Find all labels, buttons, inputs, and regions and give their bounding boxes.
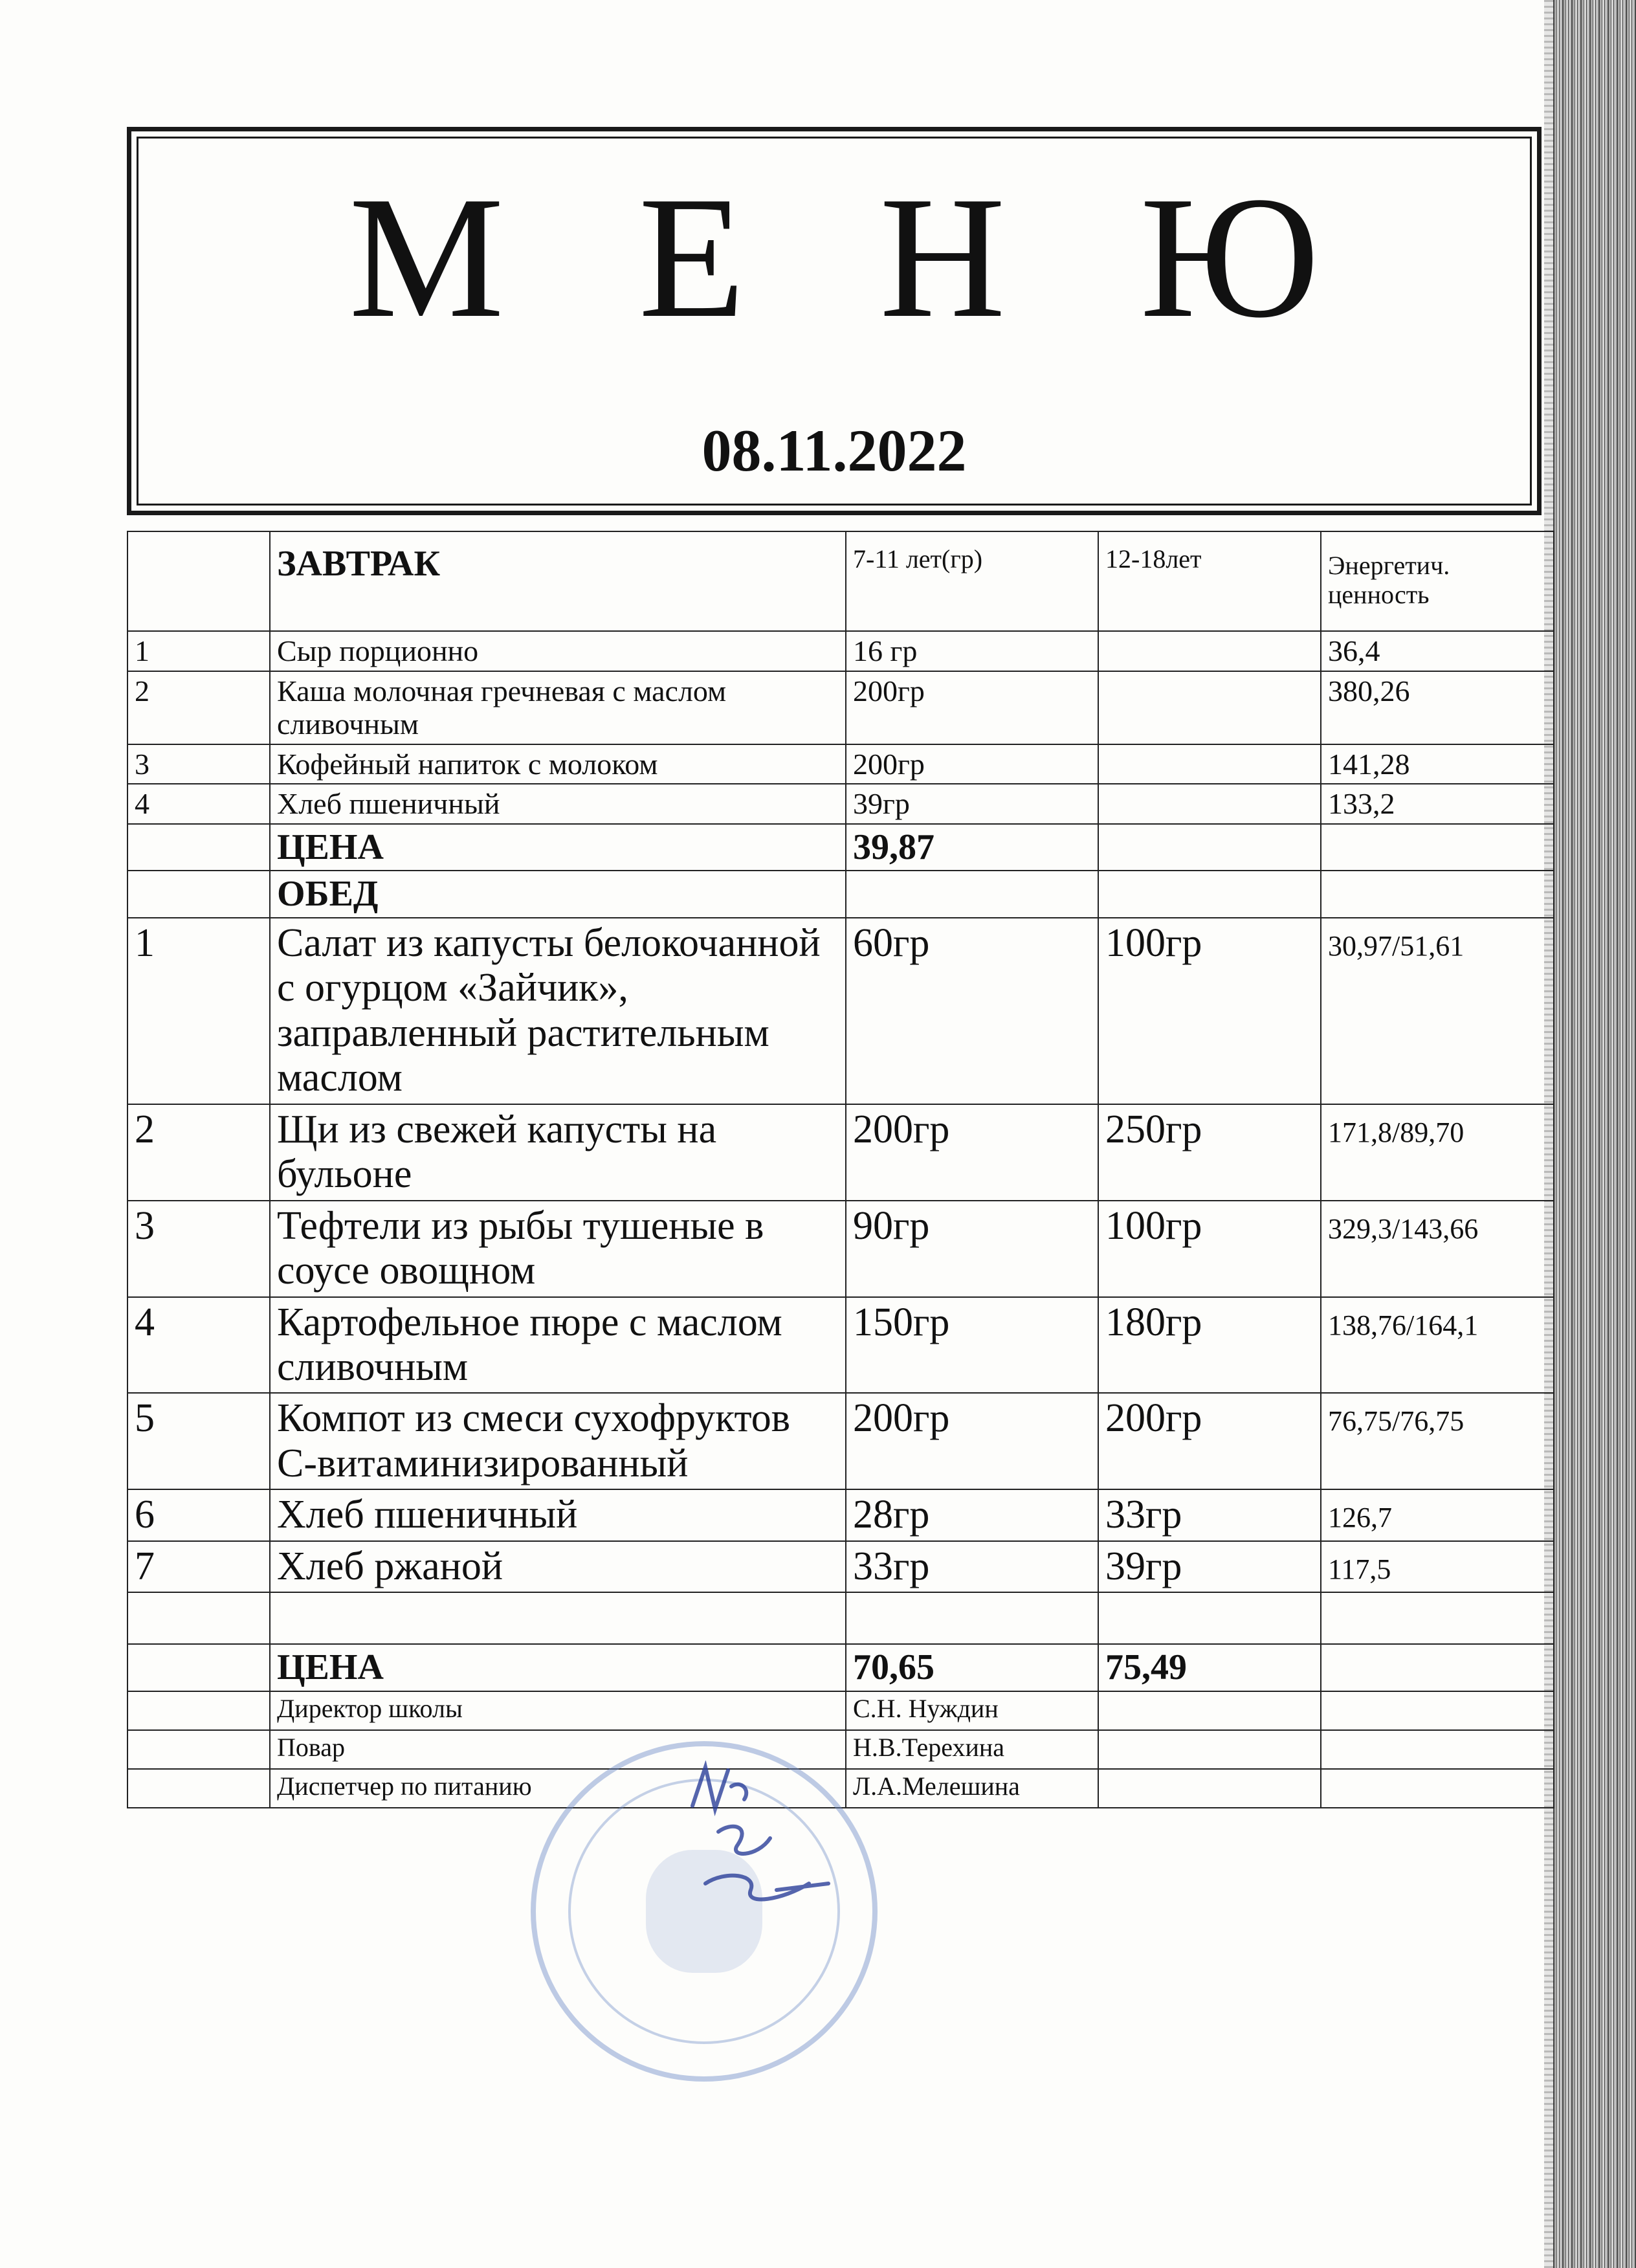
lunch-section-title: ОБЕД — [270, 871, 846, 918]
signature-row — [127, 1691, 1554, 1730]
portion-12-18: 100гр — [1098, 1201, 1321, 1297]
energy-value: 138,76/164,1 — [1321, 1297, 1554, 1394]
portion-7-11: 200гр — [846, 1393, 1098, 1489]
price-7-11: 39,87 — [846, 824, 1098, 871]
signature-role: Повар — [270, 1730, 846, 1769]
energy-value: 141,28 — [1321, 744, 1554, 784]
breakfast-row — [127, 744, 1554, 784]
dish-name: Каша молочная гречневая с маслом сливочным — [270, 671, 846, 744]
cell-empty — [1098, 1592, 1321, 1644]
energy-value: 36,4 — [1321, 631, 1554, 671]
portion-12-18 — [1098, 784, 1321, 824]
cell-empty — [1321, 1769, 1554, 1808]
dish-name: Тефтели из рыбы тушеные в соусе овощном — [270, 1201, 846, 1297]
cell-empty — [846, 1592, 1098, 1644]
lunch-row — [127, 1541, 1554, 1592]
portion-7-11: 90гр — [846, 1201, 1098, 1297]
cell-empty — [846, 871, 1098, 918]
portion-12-18: 39гр — [1098, 1541, 1321, 1592]
signature-name: Л.А.Мелешина — [846, 1769, 1098, 1808]
cell-empty — [127, 1592, 270, 1644]
menu-date: 08.11.2022 — [702, 417, 967, 484]
row-number: 4 — [127, 784, 270, 824]
dish-name: Сыр порционно — [270, 631, 846, 671]
breakfast-row — [127, 631, 1554, 671]
energy-value: 171,8/89,70 — [1321, 1104, 1554, 1201]
portion-12-18: 33гр — [1098, 1489, 1321, 1540]
portion-7-11: 28гр — [846, 1489, 1098, 1540]
cell-empty — [270, 1592, 846, 1644]
cell-empty — [127, 1769, 270, 1808]
dish-name: Картофельное пюре с маслом сливочным — [270, 1297, 846, 1394]
column-header-12-18: 12-18лет — [1098, 531, 1321, 631]
portion-7-11: 200гр — [846, 744, 1098, 784]
price-label: ЦЕНА — [270, 824, 846, 871]
row-number: 7 — [127, 1541, 270, 1592]
lunch-header-row — [127, 871, 1554, 918]
breakfast-section-title: ЗАВТРАК — [270, 531, 846, 631]
portion-12-18 — [1098, 631, 1321, 671]
row-number: 4 — [127, 1297, 270, 1394]
lunch-row — [127, 1297, 1554, 1394]
portion-12-18: 180гр — [1098, 1297, 1321, 1394]
breakfast-header-row — [127, 531, 1554, 631]
energy-value: 380,26 — [1321, 671, 1554, 744]
portion-7-11: 200гр — [846, 1104, 1098, 1201]
cell-empty — [1098, 1691, 1321, 1730]
empty-row — [127, 1592, 1554, 1644]
energy-value: 126,7 — [1321, 1489, 1554, 1540]
page-title: М Е Н Ю — [349, 161, 1365, 354]
signature-role: Директор школы — [270, 1691, 846, 1730]
cell-empty — [127, 1644, 270, 1691]
portion-7-11: 33гр — [846, 1541, 1098, 1592]
signature-name: Н.В.Терехина — [846, 1730, 1098, 1769]
lunch-price-row — [127, 1644, 1554, 1691]
row-number: 1 — [127, 631, 270, 671]
row-number: 3 — [127, 744, 270, 784]
portion-12-18 — [1098, 744, 1321, 784]
dish-name: Хлеб ржаной — [270, 1541, 846, 1592]
lunch-row — [127, 1201, 1554, 1297]
price-12-18 — [1098, 824, 1321, 871]
dish-name: Компот из смеси сухофруктов С-витаминизированный — [270, 1393, 846, 1489]
row-number: 6 — [127, 1489, 270, 1540]
cell-empty — [127, 1691, 270, 1730]
lunch-row — [127, 918, 1554, 1104]
menu-table — [127, 531, 1554, 1808]
portion-12-18: 200гр — [1098, 1393, 1321, 1489]
cell-empty — [1321, 824, 1554, 871]
energy-value: 76,75/76,75 — [1321, 1393, 1554, 1489]
cell-empty — [1098, 871, 1321, 918]
portion-12-18: 250гр — [1098, 1104, 1321, 1201]
breakfast-price-row — [127, 824, 1554, 871]
cell-empty — [1098, 1730, 1321, 1769]
price-7-11: 70,65 — [846, 1644, 1098, 1691]
energy-value: 30,97/51,61 — [1321, 918, 1554, 1104]
row-number: 2 — [127, 1104, 270, 1201]
cell-empty — [1098, 1769, 1321, 1808]
dish-name: Щи из свежей капусты на бульоне — [270, 1104, 846, 1201]
handwritten-signature — [680, 1761, 848, 1955]
column-header-7-11: 7-11 лет(гр) — [846, 531, 1098, 631]
dish-name: Хлеб пшеничный — [270, 1489, 846, 1540]
dish-name: Салат из капусты белокочанной с огурцом «Зайчик», заправленный растительным маслом — [270, 918, 846, 1104]
row-number: 5 — [127, 1393, 270, 1489]
cell-empty — [127, 871, 270, 918]
portion-7-11: 200гр — [846, 671, 1098, 744]
cell-empty — [1321, 1592, 1554, 1644]
cell-empty — [1321, 1730, 1554, 1769]
portion-7-11: 150гр — [846, 1297, 1098, 1394]
cell-empty — [127, 824, 270, 871]
cell-empty — [127, 531, 270, 631]
breakfast-row — [127, 784, 1554, 824]
lunch-row — [127, 1489, 1554, 1540]
row-number: 1 — [127, 918, 270, 1104]
row-number: 2 — [127, 671, 270, 744]
breakfast-row — [127, 671, 1554, 744]
lunch-row — [127, 1104, 1554, 1201]
cell-empty — [1321, 1644, 1554, 1691]
price-12-18: 75,49 — [1098, 1644, 1321, 1691]
price-label: ЦЕНА — [270, 1644, 846, 1691]
lunch-row — [127, 1393, 1554, 1489]
column-header-energy: Энергетич. ценность — [1321, 531, 1554, 631]
cell-empty — [1321, 871, 1554, 918]
signature-role: Диспетчер по питанию — [270, 1769, 846, 1808]
portion-12-18 — [1098, 671, 1321, 744]
energy-value: 117,5 — [1321, 1541, 1554, 1592]
portion-7-11: 16 гр — [846, 631, 1098, 671]
energy-value: 133,2 — [1321, 784, 1554, 824]
portion-7-11: 60гр — [846, 918, 1098, 1104]
row-number: 3 — [127, 1201, 270, 1297]
dish-name: Хлеб пшеничный — [270, 784, 846, 824]
cell-empty — [1321, 1691, 1554, 1730]
portion-12-18: 100гр — [1098, 918, 1321, 1104]
dish-name: Кофейный напиток с молоком — [270, 744, 846, 784]
portion-7-11: 39гр — [846, 784, 1098, 824]
energy-value: 329,3/143,66 — [1321, 1201, 1554, 1297]
scan-edge-noise — [1553, 0, 1636, 2268]
title-box — [127, 127, 1542, 515]
signature-name: С.Н. Нуждин — [846, 1691, 1098, 1730]
cell-empty — [127, 1730, 270, 1769]
